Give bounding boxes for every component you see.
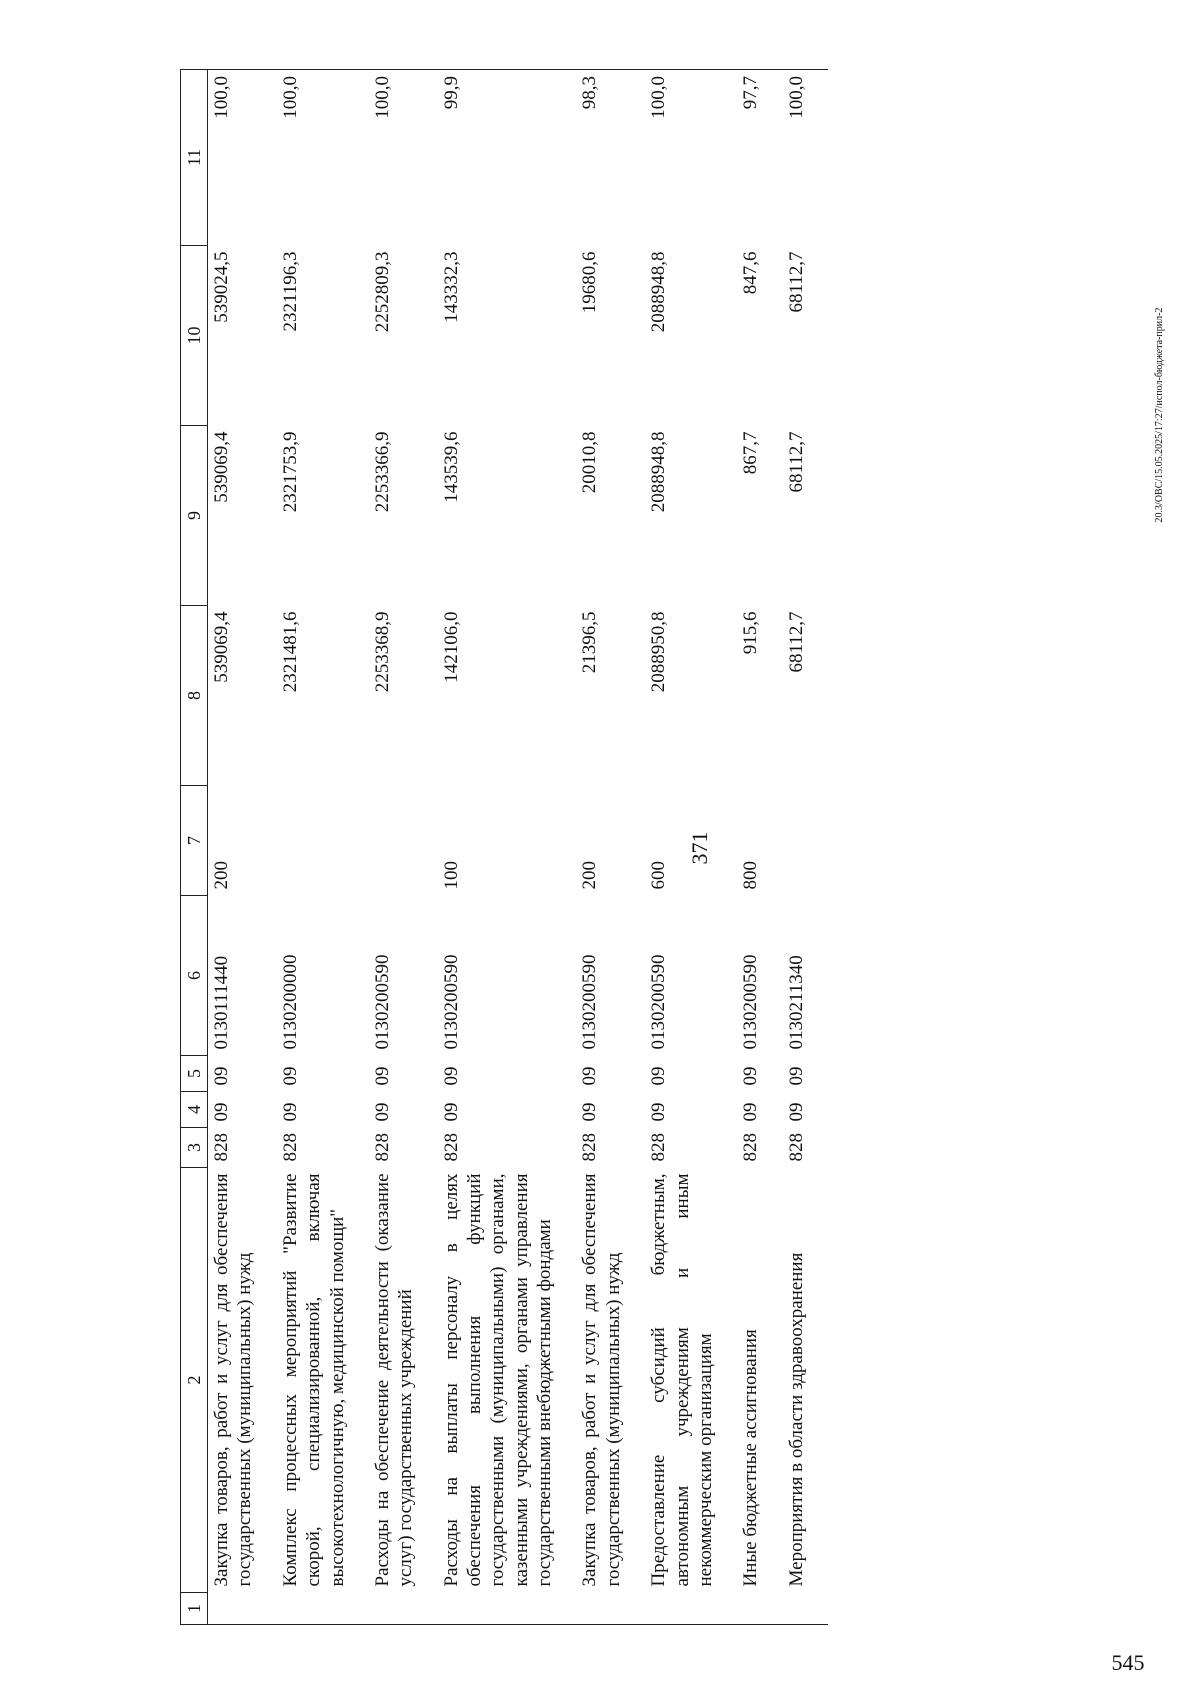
row-7-name: Иные бюджетные ассигнования	[740, 1329, 762, 1587]
row-6-csr: 0130200590	[648, 954, 670, 1050]
row-7-vr: 800	[740, 861, 762, 890]
row-2-pr: 09	[279, 1066, 301, 1086]
row-6-col-11: 100,0	[645, 70, 737, 246]
row-4-col-9: 143539,6	[440, 431, 462, 503]
row-7-col-11: 97,7	[737, 70, 782, 246]
header-col-2: 2	[181, 1168, 208, 1593]
row-5-col-9: 20010,8	[579, 431, 601, 494]
row-2-col-9: 2321753,9	[279, 431, 301, 513]
row-4-col-11: 99,9	[438, 70, 577, 246]
row-1-col-10: 539024,5	[211, 251, 233, 323]
header-col-4: 4	[181, 1092, 208, 1128]
table-row	[208, 70, 277, 1625]
row-5-col-1	[576, 1593, 645, 1625]
table-row	[737, 70, 782, 1625]
header-col-3: 3	[181, 1128, 208, 1168]
row-8-col-1	[783, 1593, 828, 1625]
row-4-csr: 0130200590	[440, 954, 462, 1050]
row-7-pr: 09	[740, 1066, 762, 1086]
row-1-col-11: 100,0	[208, 70, 277, 246]
row-8-col-9: 68112,7	[785, 431, 807, 493]
budget-table-frame	[180, 70, 1085, 1625]
row-6-ved: 828	[648, 1133, 670, 1162]
table-row	[783, 70, 828, 1625]
row-7-col-9: 867,7	[740, 431, 762, 475]
row-5-ved: 828	[579, 1133, 601, 1162]
row-2-rz: 09	[279, 1102, 301, 1122]
row-3-col-1	[369, 1593, 438, 1625]
row-1-vr: 200	[211, 861, 233, 890]
header-col-7: 7	[181, 786, 208, 896]
row-8-col-8: 68112,7	[785, 611, 807, 673]
table-row	[438, 70, 577, 1625]
row-7-csr: 0130200590	[740, 954, 762, 1050]
row-2-vr	[277, 786, 369, 896]
row-6-col-8: 2088950,8	[648, 611, 670, 693]
row-1-ved: 828	[211, 1133, 233, 1162]
row-5-pr: 09	[579, 1066, 601, 1086]
row-5-name: Закупка товаров, работ и услуг для обеспечения государственных (муниципальных) нужд	[579, 1173, 624, 1587]
sheet-number: 545	[1111, 1650, 1145, 1675]
header-col-5: 5	[181, 1056, 208, 1092]
row-3-col-10: 2252809,3	[371, 251, 393, 333]
row-8-pr: 09	[785, 1066, 807, 1086]
row-3-col-9: 2253366,9	[371, 431, 393, 513]
row-6-col-9: 2088948,8	[648, 431, 670, 513]
row-2-ved: 828	[279, 1133, 301, 1162]
row-2-csr: 0130200000	[279, 954, 301, 1050]
row-5-col-11: 98,3	[576, 70, 645, 246]
row-1-col-8: 539069,4	[211, 611, 233, 683]
table-row	[277, 70, 369, 1625]
row-6-col-1	[645, 1593, 737, 1625]
row-3-rz: 09	[371, 1102, 393, 1122]
row-2-name: Комплекс процессных мероприятий "Развитие скорой, специализированной, включая высокотехнологичную, медицинской помощи"	[279, 1173, 348, 1587]
row-5-vr: 200	[579, 861, 601, 890]
table-header	[181, 70, 208, 1625]
row-5-col-8: 21396,5	[579, 611, 601, 674]
row-1-col-1	[208, 1593, 277, 1625]
row-6-vr: 600	[648, 861, 670, 890]
header-col-9: 9	[181, 426, 208, 606]
row-3-vr	[369, 786, 438, 896]
row-1-pr: 09	[211, 1066, 233, 1086]
row-1-name: Закупка товаров, работ и услуг для обеспечения государственных (муниципальных) нужд	[211, 1173, 256, 1587]
row-1-col-9: 539069,4	[211, 431, 233, 503]
row-7-ved: 828	[740, 1133, 762, 1162]
row-8-col-10: 68112,7	[785, 251, 807, 313]
row-4-col-10: 143332,3	[440, 251, 462, 323]
header-col-1: 1	[181, 1593, 208, 1625]
row-4-col-8: 142106,0	[440, 611, 462, 683]
row-5-col-10: 19680,6	[579, 251, 601, 314]
budget-execution-table	[180, 69, 828, 1625]
row-3-col-8: 2253368,9	[371, 611, 393, 693]
row-3-ved: 828	[371, 1133, 393, 1162]
table-row	[369, 70, 438, 1625]
row-2-col-10: 2321196,3	[279, 251, 301, 332]
row-4-ved: 828	[440, 1133, 462, 1162]
row-3-csr: 0130200590	[371, 954, 393, 1050]
row-7-col-10: 847,6	[740, 251, 762, 295]
table-body	[208, 70, 828, 1625]
row-3-col-11: 100,0	[369, 70, 438, 246]
row-3-pr: 09	[371, 1066, 393, 1086]
row-3-name: Расходы на обеспечение деятельности (оказание услуг) государственных учреждений	[371, 1173, 417, 1587]
row-6-name: Предоставление субсидий бюджетным, автономным учреждениям и иным некоммерческим организациям	[648, 1173, 716, 1587]
row-4-rz: 09	[440, 1102, 462, 1122]
row-7-col-8: 915,6	[740, 611, 762, 655]
document-reference: 20.3/ОВС/15.05.2025/17:27/испол-бюджета-прил-2	[1154, 307, 1165, 523]
row-6-col-10: 2088948,8	[648, 251, 670, 333]
row-6-rz: 09	[648, 1102, 670, 1122]
header-col-11: 11	[181, 70, 208, 246]
header-col-8: 8	[181, 606, 208, 786]
row-7-rz: 09	[740, 1102, 762, 1122]
row-2-col-8: 2321481,6	[279, 611, 301, 693]
row-5-rz: 09	[579, 1102, 601, 1122]
row-4-vr: 100	[440, 861, 462, 890]
row-6-pr: 09	[648, 1066, 670, 1086]
table-row	[645, 70, 737, 1625]
row-4-name: Расходы на выплаты персоналу в целях обеспечения выполнения функций государственными (муниципальными) органами, казенными учреждениями, органами управления государственными внебюджетными фондами	[440, 1173, 556, 1587]
page-number: 371	[687, 831, 712, 865]
header-col-10: 10	[181, 246, 208, 426]
row-4-pr: 09	[440, 1066, 462, 1086]
row-8-ved: 828	[785, 1133, 807, 1162]
row-1-csr: 0130111440	[211, 955, 233, 1050]
row-1-rz: 09	[211, 1102, 233, 1122]
header-col-6: 6	[181, 896, 208, 1056]
row-5-csr: 0130200590	[579, 954, 601, 1050]
table-row	[576, 70, 645, 1625]
row-7-col-1	[737, 1593, 782, 1625]
row-8-rz: 09	[785, 1102, 807, 1122]
row-4-col-1	[438, 1593, 577, 1625]
row-2-col-11: 100,0	[277, 70, 369, 246]
row-8-col-11: 100,0	[783, 70, 828, 246]
row-8-csr: 0130211340	[785, 955, 807, 1050]
row-2-col-1	[277, 1593, 369, 1625]
row-8-vr	[783, 786, 828, 896]
header-row	[181, 70, 208, 1625]
row-8-name: Мероприятия в области здравоохранения	[785, 1252, 807, 1587]
